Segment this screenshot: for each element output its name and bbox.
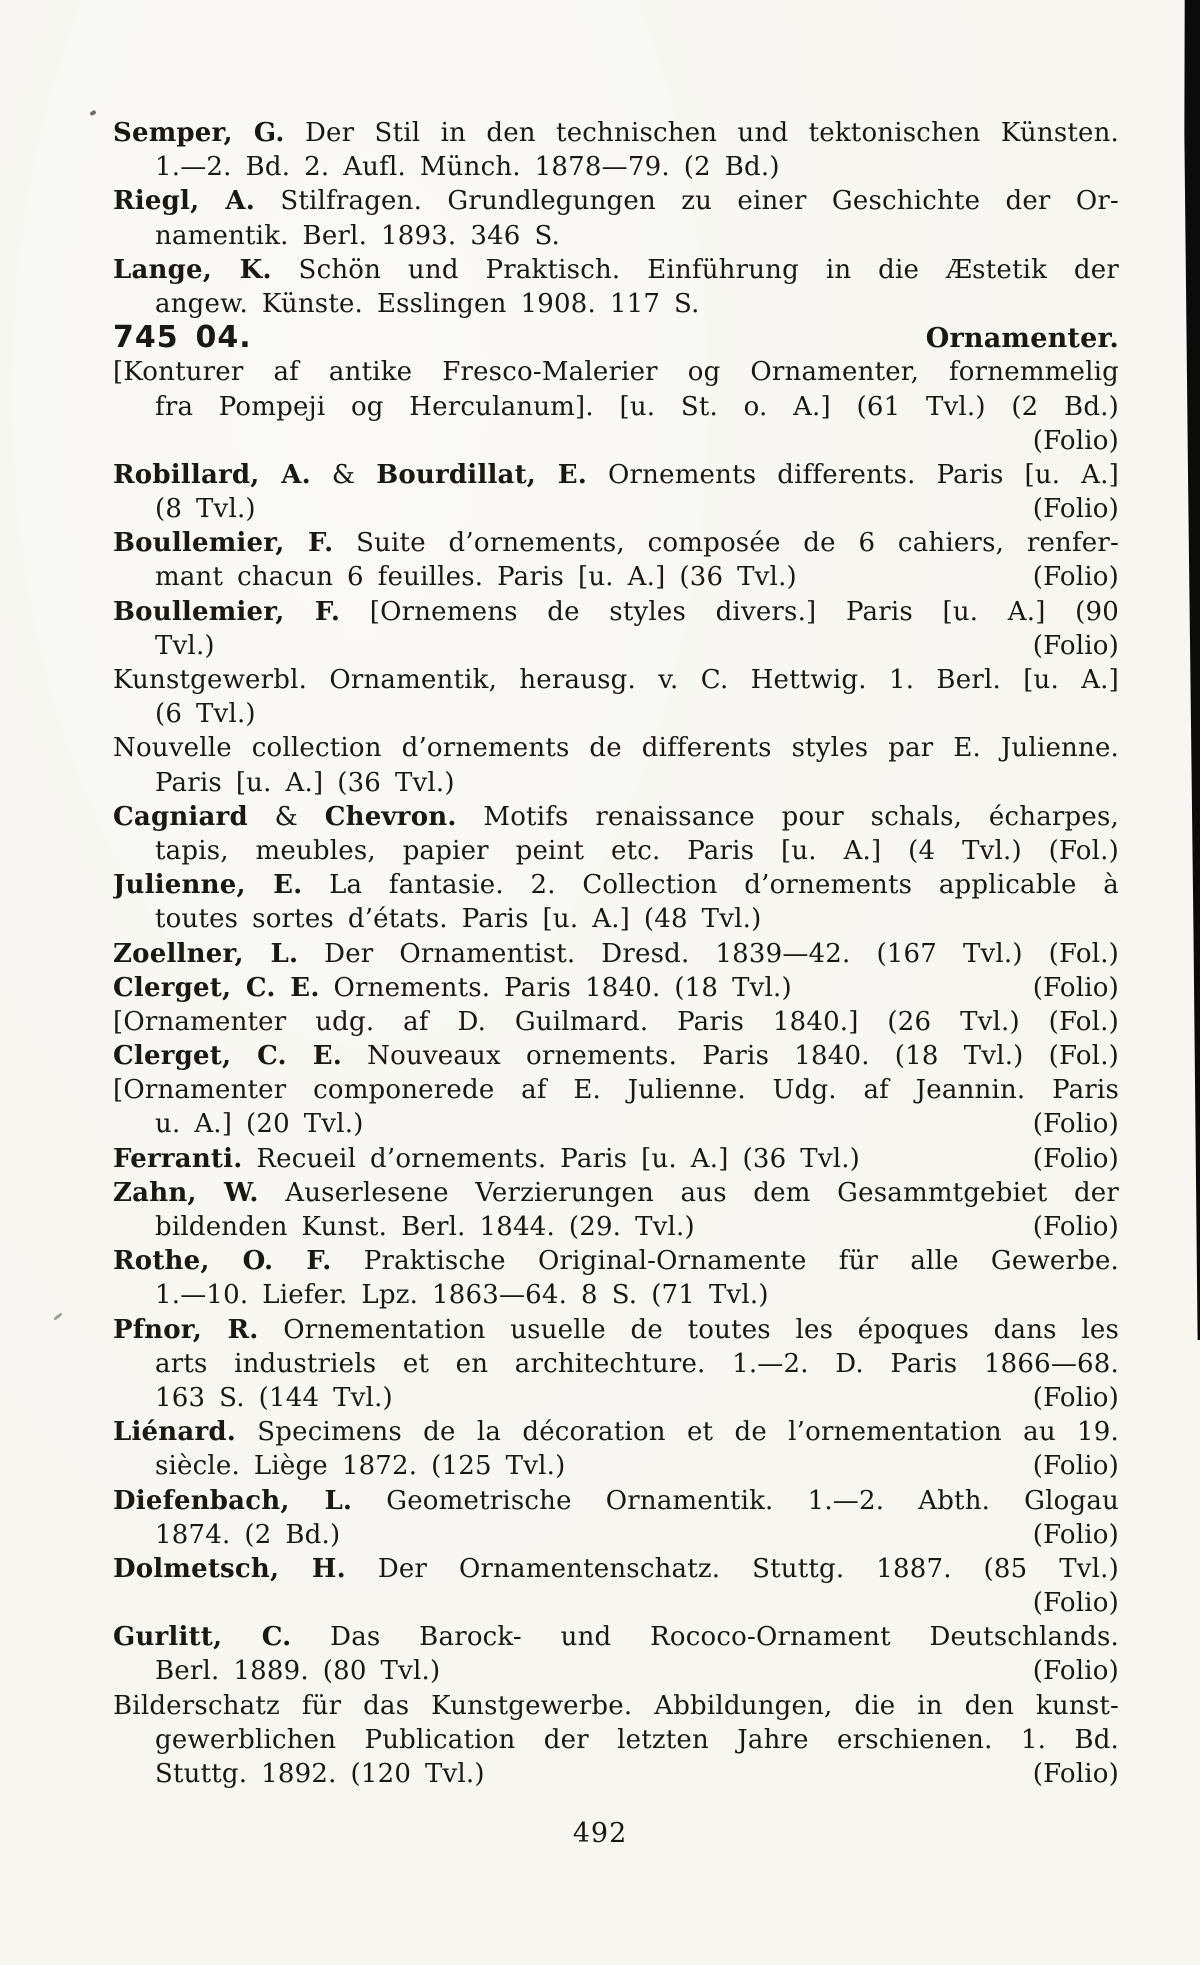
text-line xyxy=(113,390,1119,424)
format-note: (Folio) xyxy=(1032,1519,1119,1550)
text-line xyxy=(113,492,1119,526)
text-line xyxy=(113,253,1119,287)
text-line xyxy=(113,800,1119,834)
format-note: (Folio) xyxy=(1032,425,1119,456)
text-line xyxy=(113,937,1119,971)
line-text: mant chacun 6 feuilles. Paris [u. A.] (36 Tvl.) xyxy=(155,562,797,593)
text-line xyxy=(113,834,1119,868)
line-text: 1.—2. Bd. 2. Aufl. Münch. 1878—79. (2 Bd.) xyxy=(155,152,780,183)
line-text: 163 S. (144 Tvl.) xyxy=(155,1382,393,1413)
text-line xyxy=(113,629,1119,663)
line-text: Tvl.) xyxy=(155,630,215,661)
format-note: (Folio) xyxy=(1032,1656,1119,1687)
text-line xyxy=(113,1176,1119,1210)
section-heading xyxy=(113,321,1119,355)
line-text: Boullemier, F. [Ornemens de styles divers.] Paris [u. A.] (90 xyxy=(113,596,1119,627)
scan-edge-artifact xyxy=(1183,0,1200,1340)
text-line xyxy=(113,731,1119,765)
author-name: Zoellner, L. xyxy=(113,938,299,969)
line-text: [Ornamenter udg. af D. Guilmard. Paris 1840.] (26 Tvl.) (Fol.) xyxy=(113,1006,1119,1037)
line-text: Semper, G. Der Stil in den technischen und tektonischen Künsten. xyxy=(113,118,1119,148)
text-line xyxy=(113,1073,1119,1107)
text-line xyxy=(113,766,1119,800)
text-line xyxy=(113,526,1119,560)
line-text: tapis, meubles, papier peint etc. Paris [u. A.] (4 Tvl.) (Fol.) xyxy=(155,835,1119,866)
author-name: Diefenbach, L. xyxy=(113,1485,353,1516)
line-text: Clerget, C. E. Nouveaux ornements. Paris 1840. (18 Tvl.) (Fol.) xyxy=(113,1041,1119,1072)
text-line xyxy=(113,116,1119,150)
author-name: Boullemier, F. xyxy=(113,528,334,559)
text-line xyxy=(113,287,1119,321)
text-line xyxy=(113,184,1119,218)
format-note: (Folio) xyxy=(1032,1588,1119,1619)
author-name: Chevron. xyxy=(324,801,457,832)
line-text: Robillard, A. & Bourdillat, E. Ornements differents. Paris [u. A.] xyxy=(113,459,1119,490)
text-line xyxy=(113,1552,1119,1586)
text-line xyxy=(113,1415,1119,1449)
text-line xyxy=(113,1142,1119,1176)
author-name: Riegl, A. xyxy=(113,186,256,217)
text-line xyxy=(113,219,1119,253)
line-text: Kunstgewerbl. Ornamentik, herausg. v. C. Hettwig. 1. Berl. [u. A.] xyxy=(113,665,1119,695)
line-text: namentik. Berl. 1893. 346 S. xyxy=(155,220,561,251)
author-name: Zahn, W. xyxy=(113,1177,259,1208)
format-note: (Folio) xyxy=(1032,562,1119,593)
author-name: Cagniard xyxy=(113,801,248,832)
text-line xyxy=(113,1689,1119,1723)
text-line xyxy=(113,1278,1119,1312)
author-name: Lange, K. xyxy=(113,254,272,285)
line-text: Nouvelle collection d’ornements de differents styles par E. Julienne. xyxy=(113,733,1119,764)
line-text: 1.—10. Liefer. Lpz. 1863—64. 8 S. (71 Tvl.) xyxy=(155,1280,769,1311)
line-text: u. A.] (20 Tvl.) xyxy=(155,1109,364,1140)
line-text: Liénard. Specimens de la décoration et de l’ornementation au 19. xyxy=(113,1417,1119,1448)
line-text: Ferranti. Recueil d’ornements. Paris [u. A.] (36 Tvl.) xyxy=(113,1143,861,1174)
line-text: siècle. Liège 1872. (125 Tvl.) xyxy=(155,1451,566,1482)
format-note: (Folio) xyxy=(1032,1759,1119,1789)
text-line xyxy=(113,458,1119,492)
line-text: 1874. (2 Bd.) xyxy=(155,1519,341,1550)
text-line xyxy=(113,355,1119,389)
text-line xyxy=(113,1107,1119,1141)
text-line xyxy=(113,902,1119,936)
page-number: 492 xyxy=(572,1818,628,1849)
line-text: [Ornamenter componerede af E. Julienne. Udg. af Jeannin. Paris xyxy=(113,1075,1119,1106)
line-text: Boullemier, F. Suite d’ornements, composée de 6 cahiers, renfer- xyxy=(113,528,1119,559)
text-line xyxy=(113,560,1119,594)
author-name: Clerget, C. E. xyxy=(113,972,320,1003)
line-text: Stuttg. 1892. (120 Tvl.) xyxy=(155,1759,485,1789)
text-line xyxy=(113,697,1119,731)
text-line xyxy=(113,1586,1119,1620)
line-text: Clerget, C. E. Ornements. Paris 1840. (18 Tvl.) xyxy=(113,972,792,1003)
format-note: (Folio) xyxy=(1032,972,1119,1003)
section-title: Ornamenter. xyxy=(925,323,1119,355)
line-text: fra Pompeji og Herculanum]. [u. St. o. A.] (61 Tvl.) (2 Bd.) xyxy=(155,391,1119,422)
line-text: angew. Künste. Esslingen 1908. 117 S. xyxy=(155,288,700,319)
author-name: Boullemier, F. xyxy=(113,596,341,627)
text-line xyxy=(113,1449,1119,1483)
text-line xyxy=(113,1039,1119,1073)
text-line xyxy=(113,1723,1119,1757)
text-line xyxy=(113,663,1119,697)
line-text: bildenden Kunst. Berl. 1844. (29. Tvl.) xyxy=(155,1212,695,1242)
line-text: Berl. 1889. (80 Tvl.) xyxy=(155,1656,441,1687)
line-text: arts industriels et en architechture. 1.—2. D. Paris 1866—68. xyxy=(155,1348,1119,1379)
line-text: Zoellner, L. Der Ornamentist. Dresd. 1839—42. (167 Tvl.) (Fol.) xyxy=(113,938,1119,969)
line-text: Dolmetsch, H. Der Ornamentenschatz. Stuttg. 1887. (85 Tvl.) xyxy=(113,1553,1119,1584)
bibliography-text-block xyxy=(113,116,1119,1791)
line-text: (6 Tvl.) xyxy=(155,699,256,730)
text-line xyxy=(113,424,1119,458)
format-note: (Folio) xyxy=(1032,1109,1119,1140)
line-text: Gurlitt, C. Das Barock- und Rococo-Ornament Deutschlands. xyxy=(113,1622,1119,1653)
author-name: Robillard, A. xyxy=(113,459,311,490)
line-text: toutes sortes d’états. Paris [u. A.] (48 Tvl.) xyxy=(155,904,762,935)
line-text: Rothe, O. F. Praktische Original-Ornamente für alle Gewerbe. xyxy=(113,1246,1119,1277)
text-line xyxy=(113,1313,1119,1347)
line-text: [Konturer af antike Fresco-Malerier og Ornamenter, fornemmelig xyxy=(113,357,1119,388)
line-text: Pfnor, R. Ornementation usuelle de toutes les époques dans les xyxy=(113,1314,1119,1345)
classification-number: 745 04. xyxy=(113,321,252,356)
text-line xyxy=(113,1484,1119,1518)
line-text: gewerblichen Publication der letzten Jahre erschienen. 1. Bd. xyxy=(155,1724,1119,1755)
line-text: (8 Tvl.) xyxy=(155,494,256,525)
line-text: Riegl, A. Stilfragen. Grundlegungen zu einer Geschichte der Or- xyxy=(113,186,1119,217)
author-name: Gurlitt, C. xyxy=(113,1622,292,1653)
text-line xyxy=(113,1347,1119,1381)
text-line xyxy=(113,150,1119,184)
format-note: (Folio) xyxy=(1032,494,1119,525)
text-line xyxy=(113,1210,1119,1244)
text-line xyxy=(113,868,1119,902)
text-line xyxy=(113,1620,1119,1654)
line-text: Diefenbach, L. Geometrische Ornamentik. 1.—2. Abth. Glogau xyxy=(113,1485,1119,1516)
author-name: Liénard. xyxy=(113,1417,236,1448)
author-name: Ferranti. xyxy=(113,1143,243,1174)
line-text: Lange, K. Schön und Praktisch. Einführung in die Æstetik der xyxy=(113,254,1119,285)
author-name: Semper, G. xyxy=(113,118,285,148)
text-line xyxy=(113,1244,1119,1278)
author-name: Bourdillat, E. xyxy=(376,459,588,490)
line-text: Zahn, W. Auserlesene Verzierungen aus dem Gesammtgebiet der xyxy=(113,1177,1119,1208)
author-name: Pfnor, R. xyxy=(113,1314,259,1345)
text-line xyxy=(113,1654,1119,1688)
text-line xyxy=(113,971,1119,1005)
author-name: Julienne, E. xyxy=(113,870,303,901)
format-note: (Folio) xyxy=(1032,1212,1119,1242)
text-line xyxy=(113,595,1119,629)
ink-speck xyxy=(89,110,96,116)
text-line xyxy=(113,1005,1119,1039)
author-name: Dolmetsch, H. xyxy=(113,1553,346,1584)
line-text: Paris [u. A.] (36 Tvl.) xyxy=(155,767,455,798)
text-line xyxy=(113,1518,1119,1552)
author-name: Rothe, O. F. xyxy=(113,1246,332,1277)
author-name: Clerget, C. E. xyxy=(113,1041,342,1072)
format-note: (Folio) xyxy=(1032,1382,1119,1413)
line-text: Bilderschatz für das Kunstgewerbe. Abbildungen, die in den kunst- xyxy=(113,1690,1119,1721)
text-line xyxy=(113,1381,1119,1415)
line-text: Julienne, E. La fantasie. 2. Collection d’ornements applicable à xyxy=(113,870,1119,901)
ink-speck xyxy=(53,1312,63,1321)
format-note: (Folio) xyxy=(1032,630,1119,661)
text-line xyxy=(113,1757,1119,1791)
format-note: (Folio) xyxy=(1032,1143,1119,1174)
format-note: (Folio) xyxy=(1032,1451,1119,1482)
line-text: Cagniard & Chevron. Motifs renaissance pour schals, écharpes, xyxy=(113,801,1119,832)
